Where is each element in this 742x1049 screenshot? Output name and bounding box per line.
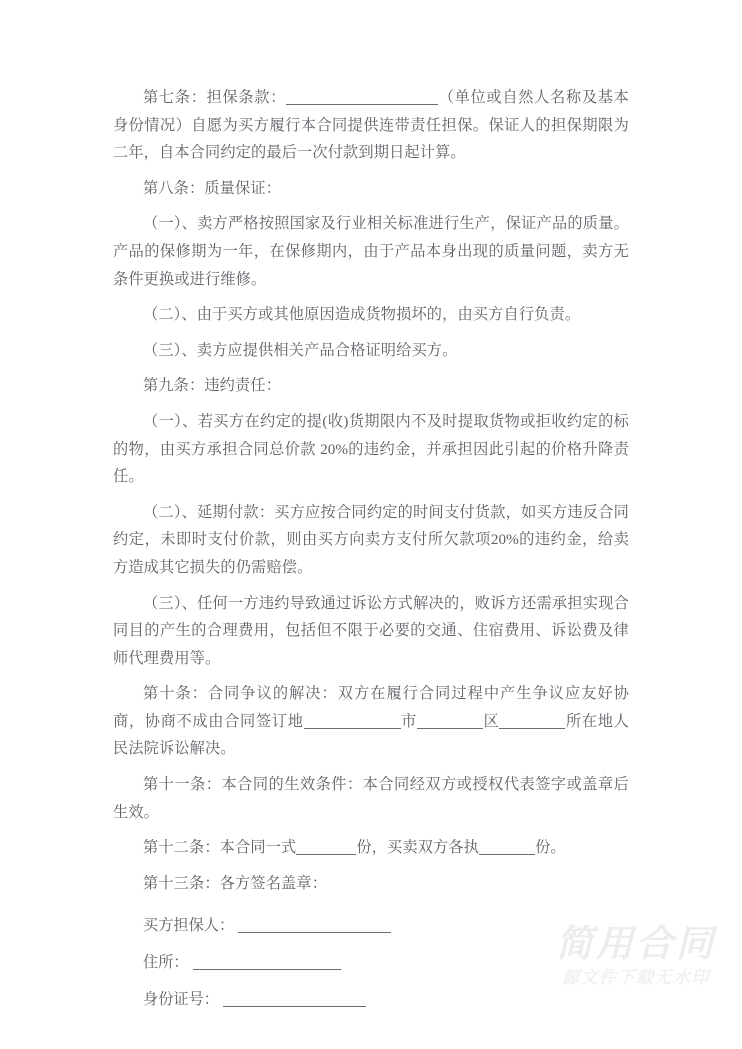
article-12-text-1: 第十二条：本合同一式 <box>143 839 297 857</box>
jurisdiction-city-blank[interactable] <box>304 713 401 729</box>
id-number-input-blank[interactable] <box>223 991 366 1007</box>
article-12-text-2: 份，买卖双方各执 <box>356 839 480 857</box>
buyer-guarantor-input-blank[interactable] <box>238 917 391 933</box>
penalty-percent-buyer: 20% <box>320 440 348 458</box>
document-body <box>113 84 629 1018</box>
article-7-heading: 第七条：担保条款： <box>143 89 287 106</box>
id-number-label: 身份证号： <box>143 991 219 1009</box>
paragraph-article-9-2 <box>113 499 629 582</box>
buyer-guarantor-label: 买方担保人： <box>143 917 235 935</box>
article-9-1-text-after: 的违约金，并承担因此引起的价格升降责任。 <box>113 440 629 486</box>
signature-row-address <box>113 944 629 981</box>
paragraph-article-8: 第八条：质量保证： <box>143 179 282 197</box>
signature-row-buyer-guarantor <box>113 907 629 944</box>
address-label: 住所： <box>143 954 189 972</box>
contract-copies-blank[interactable] <box>296 839 356 855</box>
paragraph-article-9: 第九条：违约责任： <box>143 377 282 395</box>
article-9-2-text-before: （二）、延期付款：买方应按合同约定的时间支付货款，如买方违反合同约定，未即时支付价款，则由买方向卖方支付所欠款项 <box>113 503 629 549</box>
paragraph-article-7 <box>113 84 629 167</box>
article-9-1-text-before: （一）、若买方在约定的提(收)货期限内不及时提取货物或拒收约定的标的物，由买方承担合同总价款 <box>113 412 629 458</box>
copies-per-party-blank[interactable] <box>479 839 535 855</box>
article-12-text-3: 份。 <box>535 839 566 857</box>
article-10-text-1: 第十条：合同争议的解决：双方在履行合同过程中产生争议应友好协商，协商不成由合同签订地 <box>113 685 629 730</box>
article-10-text-4: 所在地人民法院诉讼解决。 <box>113 712 629 758</box>
article-7-tail: （单位或自然人名称及基本身份情况）自愿为买方履行本合同提供连带责任担保。保证人的担保期限为二年，自本合同约定的最后一次付款到期日起计算。 <box>113 89 629 162</box>
paragraph-article-8-1: （一）、卖方严格按照国家及行业相关标准进行生产，保证产品的质量。产品的保修期为一年，在保修期内，由于产品本身出现的质量问题，卖方无条件更换或进行维修。 <box>113 215 629 288</box>
watermark-brand-text: 简用合同 <box>556 921 716 965</box>
paragraph-article-11: 第十一条：本合同的生效条件：本合同经双方或授权代表签字或盖章后生效。 <box>113 776 629 821</box>
article-10-text-2: 市 <box>400 712 418 730</box>
paragraph-article-10 <box>113 680 629 763</box>
jurisdiction-extra-blank[interactable] <box>499 713 565 729</box>
paragraph-article-8-2: （二）、由于买方或其他原因造成货物损坏的，由买方自行负责。 <box>143 306 581 324</box>
penalty-percent-late-payment: 20% <box>490 531 519 549</box>
paragraph-article-12 <box>113 834 629 862</box>
watermark-tagline-text: 源文件下载无水印 <box>562 967 710 988</box>
article-10-text-3: 区 <box>483 712 500 730</box>
paragraph-article-13: 第十三条：各方签名盖章： <box>143 874 328 892</box>
paragraph-article-9-3: （三）、任何一方违约导致通过诉讼方式解决的，败诉方还需承担实现合同目的产生的合理费用，包括但不限于必要的交通、住宿费用、诉讼费及律师代理费用等。 <box>113 594 629 667</box>
address-input-blank[interactable] <box>193 954 341 970</box>
signature-row-id-number <box>113 981 629 1018</box>
jurisdiction-district-blank[interactable] <box>417 713 483 729</box>
signature-block <box>113 907 629 1018</box>
guarantor-name-blank[interactable] <box>286 89 438 105</box>
paragraph-article-8-3: （三）、卖方应提供相关产品合格证明给买方。 <box>143 341 458 359</box>
article-9-2-text-after: 的违约金，给卖方造成其它损失的仍需赔偿。 <box>113 531 629 576</box>
paragraph-article-9-1 <box>113 408 629 491</box>
